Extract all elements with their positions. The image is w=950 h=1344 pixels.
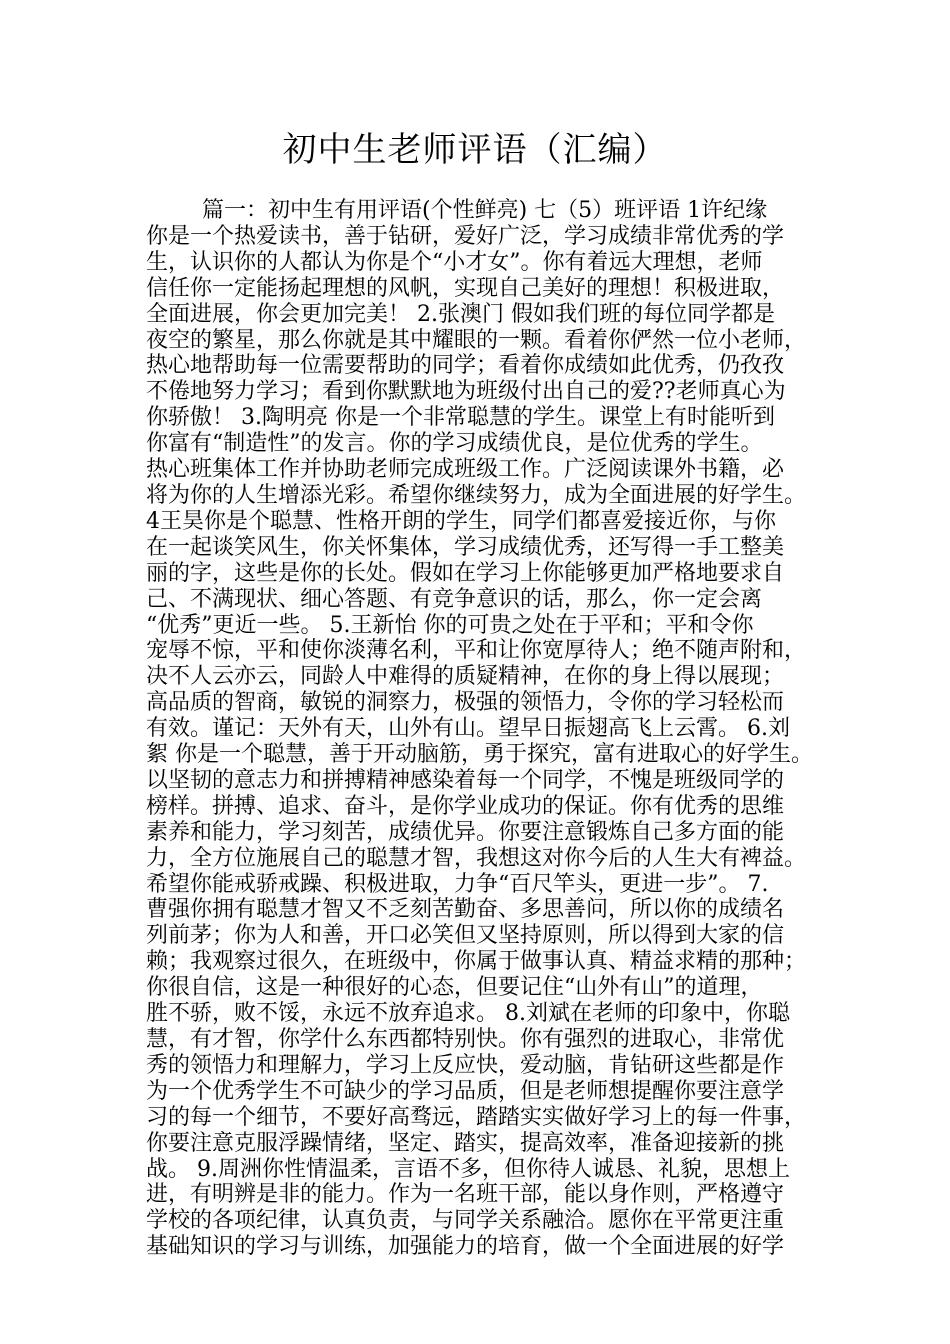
text-line: 热心班集体工作并协助老师完成班级工作。广泛阅读课外书籍，必	[146, 457, 785, 483]
text-line: 生，认识你的人都认为你是个“小才女”。你有着远大理想，老师	[146, 249, 763, 275]
text-line: 学校的各项纪律，认真负责，与同学关系融洽。愿你在平常更注重	[146, 1208, 785, 1234]
text-line: 秀的领悟力和理解力，学习上反应快，爱动脑，肯钻研这些都是作	[146, 1052, 785, 1078]
text-line: 丽的字，这些是你的长处。假如在学习上你能够更加严格地要求自	[146, 560, 785, 586]
text-line: 赖；我观察过很久，在班级中，你属于做事认真、精益求精的那种；	[146, 949, 807, 975]
text-line: 胜不骄，败不馁，永远不放弃追求。 8.刘斌在老师的印象中，你聪	[146, 1001, 790, 1027]
text-line: 基础知识的学习与训练，加强能力的培育，做一个全面进展的好学	[146, 1234, 785, 1260]
document-title: 初中生老师评语（汇编）	[282, 130, 668, 170]
text-line: 你要注意克服浮躁情绪，坚定、踏实，提高效率，准备迎接新的挑	[146, 1130, 785, 1156]
text-line: 宠辱不惊，平和使你淡薄名利，平和让你宽厚待人；绝不随声附和，	[146, 638, 807, 664]
text-line: 有效。谨记：天外有天，山外有山。望早日振翅高飞上云霄。 6.刘	[146, 716, 790, 742]
text-line: 曹强你拥有聪慧才智又不乏刻苦勤奋、多思善问，所以你的成绩名	[146, 897, 785, 923]
text-line: 你骄傲！ 3.陶明亮 你是一个非常聪慧的学生。课堂上有时能听到	[146, 405, 775, 431]
text-line: 你是一个热爱读书，善于钻研，爱好广泛，学习成绩非常优秀的学	[146, 223, 785, 249]
text-line: 习的每一个细节，不要好高骛远，踏踏实实做好学习上的每一件事，	[146, 1104, 807, 1130]
text-line: 为一个优秀学生不可缺少的学习品质，但是老师想提醒你要注意学	[146, 1078, 785, 1104]
text-line: 热心地帮助每一位需要帮助的同学；看着你成绩如此优秀，仍孜孜	[146, 353, 785, 379]
text-line: 榜样。拼搏、追求、奋斗，是你学业成功的保证。你有优秀的思维	[146, 793, 785, 819]
document-body	[146, 198, 826, 1260]
text-line: 战。 9.周洲你性情温柔，言语不多，但你待人诚恳、礼貌，思想上	[146, 1156, 790, 1182]
text-line: 不倦地努力学习；看到你默默地为班级付出自己的爱??老师真心为	[146, 379, 786, 405]
text-line: 在一起谈笑风生，你关怀集体，学习成绩优秀，还写得一手工整美	[146, 534, 785, 560]
text-line: 你很自信，这是一种很好的心态，但要记住“山外有山”的道理，	[146, 975, 763, 1001]
text-line: 将为你的人生增添光彩。希望你继续努力，成为全面进展的好学生。	[146, 482, 807, 508]
text-line: “优秀”更近一些。 5.王新怡 你的可贵之处在于平和；平和令你	[146, 612, 754, 638]
text-line: 己、不满现状、细心答题、有竞争意识的话，那么，你一定会离	[146, 586, 763, 612]
text-line: 列前茅；你为人和善，开口必笑但又坚持原则，所以得到大家的信	[146, 923, 785, 949]
text-line: 慧，有才智，你学什么东西都特别快。你有强烈的进取心，非常优	[146, 1027, 785, 1052]
text-line: 4王昊你是个聪慧、性格开朗的学生，同学们都喜爱接近你，与你	[146, 508, 776, 534]
text-line: 进，有明辨是非的能力。作为一名班干部，能以身作则，严格遵守	[146, 1182, 785, 1208]
text-line: 决不人云亦云，同龄人中难得的质疑精神，在你的身上得以展现；	[146, 664, 785, 690]
text-line: 信任你一定能扬起理想的风帆，实现自己美好的理想！积极进取，	[146, 275, 785, 301]
text-line: 力，全方位施展自己的聪慧才智，我想这对你今后的人生大有裨益。	[146, 845, 807, 871]
text-line: 高品质的智商，敏锐的洞察力，极强的领悟力，令你的学习轻松而	[146, 690, 785, 716]
text-line: 夜空的繁星，那么你就是其中耀眼的一颗。看着你俨然一位小老师，	[146, 327, 807, 353]
text-line: 絮 你是一个聪慧，善于开动脑筋，勇于探究，富有进取心的好学生。	[146, 742, 813, 768]
text-line: 篇一：初中生有用评语(个性鲜亮) 七（5）班评语 1许纪缘	[202, 198, 768, 223]
text-line: 希望你能戒骄戒躁、积极进取，力争“百尺竿头，更进一步”。 7.	[146, 871, 769, 897]
text-line: 以坚韧的意志力和拼搏精神感染着每一个同学，不愧是班级同学的	[146, 767, 785, 793]
text-line: 你富有“制造性”的发言。你的学习成绩优良，是位优秀的学生。	[146, 431, 763, 457]
text-line: 素养和能力，学习刻苦，成绩优异。你要注意锻炼自己多方面的能	[146, 819, 785, 845]
text-line: 全面进展，你会更加完美！ 2.张澳门 假如我们班的每位同学都是	[146, 301, 775, 327]
